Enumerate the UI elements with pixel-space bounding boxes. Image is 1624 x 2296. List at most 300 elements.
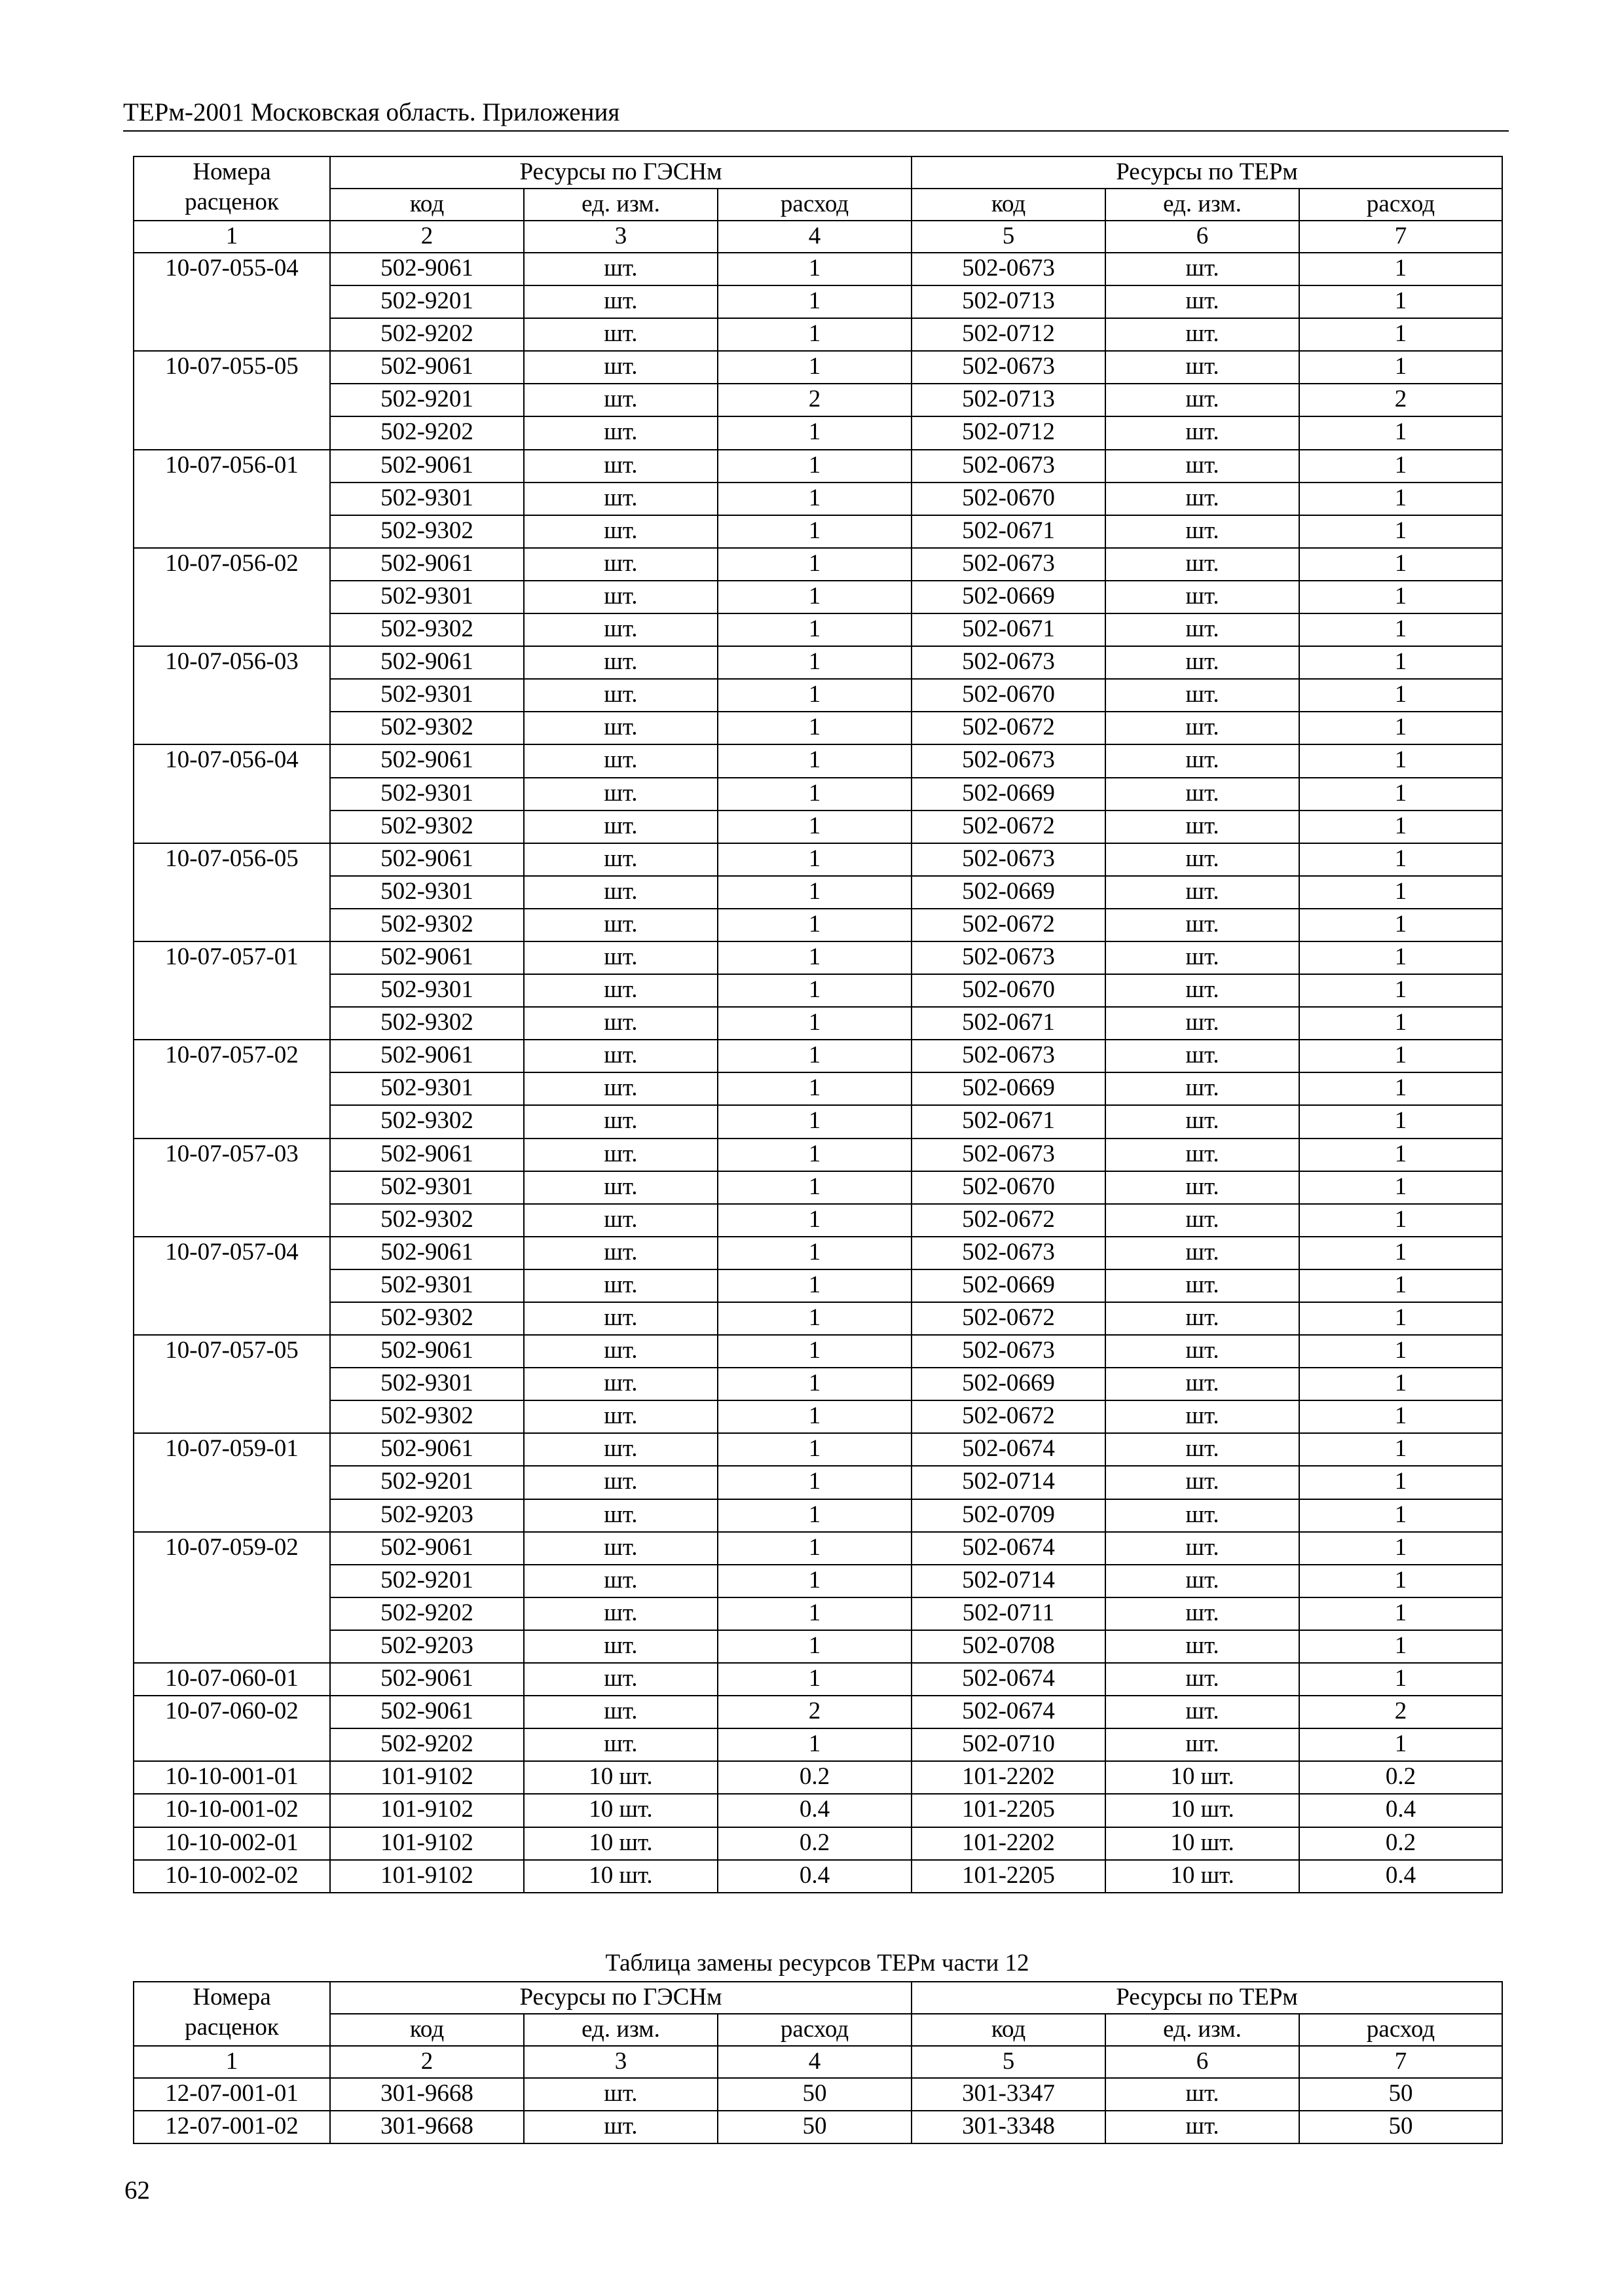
table-row: [134, 1400, 1502, 1433]
rate-number-cell: 10-07-056-05: [134, 843, 330, 941]
header-gesn-unit: ед. изм.: [524, 189, 718, 221]
gesn-unit-cell: шт.: [524, 1400, 718, 1433]
table-row: [134, 1499, 1502, 1532]
gesn-code-cell: 502-9301: [330, 876, 524, 909]
table-row: [134, 1827, 1502, 1860]
table-row: [134, 483, 1502, 515]
gesn-usage-cell: 1: [718, 679, 912, 712]
ter-code-cell: 502-0670: [912, 974, 1105, 1007]
gesn-code-cell: 101-9102: [330, 1827, 524, 1860]
ter-usage-cell: 1: [1299, 1269, 1502, 1302]
ter-usage-cell: 0.4: [1299, 1794, 1502, 1827]
ter-usage-cell: 1: [1299, 1728, 1502, 1761]
gesn-code-cell: 502-9301: [330, 483, 524, 515]
table-row: [134, 1728, 1502, 1761]
gesn-unit-cell: шт.: [524, 253, 718, 285]
rate-number-cell: 12-07-001-02: [134, 2111, 330, 2143]
ter-unit-cell: шт.: [1105, 450, 1299, 483]
ter-unit-cell: шт.: [1105, 811, 1299, 843]
gesn-code-cell: 502-9302: [330, 613, 524, 646]
ter-code-cell: 502-0673: [912, 1139, 1105, 1171]
ter-code-cell: 101-2205: [912, 1860, 1105, 1893]
gesn-unit-cell: шт.: [524, 450, 718, 483]
gesn-usage-cell: 1: [718, 515, 912, 548]
rate-number-cell: 10-07-060-02: [134, 1696, 330, 1761]
gesn-code-cell: 101-9102: [330, 1860, 524, 1893]
gesn-unit-cell: шт.: [524, 1630, 718, 1663]
header-group-gesn: Ресурсы по ГЭСНм: [330, 1982, 912, 2014]
gesn-unit-cell: шт.: [524, 384, 718, 416]
table-row: [134, 941, 1502, 974]
ter-code-cell: 502-0673: [912, 351, 1105, 384]
table-row: [134, 548, 1502, 581]
gesn-unit-cell: шт.: [524, 1368, 718, 1400]
ter-code-cell: 502-0672: [912, 1302, 1105, 1335]
ter-code-cell: 101-2202: [912, 1761, 1105, 1794]
ter-unit-cell: шт.: [1105, 1302, 1299, 1335]
table-row: [134, 679, 1502, 712]
gesn-code-cell: 502-9301: [330, 1269, 524, 1302]
ter-unit-cell: шт.: [1105, 1335, 1299, 1368]
ter-unit-cell: шт.: [1105, 1728, 1299, 1761]
header-ter-usage: расход: [1299, 2014, 1502, 2046]
gesn-usage-cell: 1: [718, 1565, 912, 1597]
ter-code-cell: 101-2202: [912, 1827, 1105, 1860]
ter-unit-cell: шт.: [1105, 1204, 1299, 1237]
ter-unit-cell: шт.: [1105, 1630, 1299, 1663]
ter-usage-cell: 1: [1299, 1565, 1502, 1597]
table-row: [134, 285, 1502, 318]
table-row: [134, 1171, 1502, 1204]
gesn-code-cell: 502-9061: [330, 744, 524, 777]
main-table-body: [134, 253, 1502, 1893]
ter-unit-cell: шт.: [1105, 679, 1299, 712]
ter-code-cell: 502-0708: [912, 1630, 1105, 1663]
ter-unit-cell: шт.: [1105, 581, 1299, 613]
ter-unit-cell: шт.: [1105, 483, 1299, 515]
gesn-code-cell: 502-9302: [330, 712, 524, 744]
header-ter-code: код: [912, 189, 1105, 221]
table-row: [134, 1663, 1502, 1696]
gesn-code-cell: 502-9061: [330, 941, 524, 974]
ter-code-cell: 502-0672: [912, 712, 1105, 744]
table-row: [134, 1368, 1502, 1400]
gesn-usage-cell: 1: [718, 778, 912, 811]
gesn-code-cell: 301-9668: [330, 2111, 524, 2143]
ter-usage-cell: 1: [1299, 253, 1502, 285]
gesn-unit-cell: шт.: [524, 1597, 718, 1630]
gesn-usage-cell: 1: [718, 351, 912, 384]
gesn-usage-cell: 2: [718, 384, 912, 416]
ter-unit-cell: шт.: [1105, 1368, 1299, 1400]
ter-usage-cell: 1: [1299, 974, 1502, 1007]
ter-unit-cell: шт.: [1105, 1433, 1299, 1466]
rate-number-cell: 12-07-001-01: [134, 2078, 330, 2111]
gesn-code-cell: 502-9302: [330, 1204, 524, 1237]
ter-usage-cell: 1: [1299, 1630, 1502, 1663]
gesn-unit-cell: шт.: [524, 941, 718, 974]
ter-unit-cell: 10 шт.: [1105, 1860, 1299, 1893]
gesn-unit-cell: шт.: [524, 909, 718, 941]
column-index: 5: [912, 2046, 1105, 2078]
ter-usage-cell: 1: [1299, 483, 1502, 515]
header-number-cell: [134, 156, 330, 221]
gesn-code-cell: 502-9061: [330, 1696, 524, 1728]
ter-usage-cell: 1: [1299, 811, 1502, 843]
ter-code-cell: 502-0669: [912, 778, 1105, 811]
ter-unit-cell: 10 шт.: [1105, 1827, 1299, 1860]
gesn-usage-cell: 1: [718, 876, 912, 909]
ter-unit-cell: шт.: [1105, 1597, 1299, 1630]
ter-unit-cell: шт.: [1105, 909, 1299, 941]
ter-unit-cell: шт.: [1105, 1400, 1299, 1433]
ter-usage-cell: 1: [1299, 351, 1502, 384]
gesn-unit-cell: шт.: [524, 1433, 718, 1466]
ter-unit-cell: шт.: [1105, 2111, 1299, 2143]
gesn-code-cell: 502-9201: [330, 384, 524, 416]
gesn-usage-cell: 2: [718, 1696, 912, 1728]
ter-code-cell: 502-0670: [912, 1171, 1105, 1204]
gesn-usage-cell: 0.2: [718, 1761, 912, 1794]
column-index: 4: [718, 2046, 912, 2078]
gesn-usage-cell: 1: [718, 1237, 912, 1269]
rate-number-cell: 10-10-001-01: [134, 1761, 330, 1794]
header-ter-unit: ед. изм.: [1105, 2014, 1299, 2046]
ter-code-cell: 502-0714: [912, 1466, 1105, 1499]
gesn-code-cell: 502-9061: [330, 548, 524, 581]
ter-code-cell: 502-0669: [912, 1269, 1105, 1302]
gesn-unit-cell: шт.: [524, 712, 718, 744]
ter-code-cell: 502-0671: [912, 1105, 1105, 1138]
ter-code-cell: 502-0670: [912, 483, 1105, 515]
gesn-unit-cell: шт.: [524, 351, 718, 384]
gesn-usage-cell: 1: [718, 1368, 912, 1400]
gesn-code-cell: 502-9302: [330, 515, 524, 548]
ter-code-cell: 502-0712: [912, 416, 1105, 449]
header-number-line1: Номера: [193, 1984, 271, 2011]
rate-number-cell: 10-07-055-05: [134, 351, 330, 449]
gesn-code-cell: 502-9301: [330, 974, 524, 1007]
gesn-code-cell: 502-9061: [330, 1040, 524, 1072]
table-row: [134, 1007, 1502, 1040]
gesn-unit-cell: шт.: [524, 1072, 718, 1105]
gesn-usage-cell: 50: [718, 2078, 912, 2111]
table-row: [134, 1794, 1502, 1827]
table-row: [134, 1139, 1502, 1171]
table-row: [134, 450, 1502, 483]
table-row: [134, 581, 1502, 613]
table-row: [134, 646, 1502, 679]
table-row: [134, 744, 1502, 777]
ter-usage-cell: 1: [1299, 416, 1502, 449]
ter-usage-cell: 1: [1299, 1400, 1502, 1433]
ter-usage-cell: 1: [1299, 1433, 1502, 1466]
ter-unit-cell: шт.: [1105, 1139, 1299, 1171]
gesn-unit-cell: шт.: [524, 1171, 718, 1204]
ter-usage-cell: 1: [1299, 1663, 1502, 1696]
ter-usage-cell: 50: [1299, 2111, 1502, 2143]
gesn-usage-cell: 1: [718, 712, 912, 744]
ter-unit-cell: шт.: [1105, 613, 1299, 646]
gesn-code-cell: 502-9302: [330, 1007, 524, 1040]
gesn-usage-cell: 1: [718, 909, 912, 941]
gesn-unit-cell: шт.: [524, 679, 718, 712]
table-row: [134, 876, 1502, 909]
ter-code-cell: 502-0713: [912, 384, 1105, 416]
gesn-code-cell: 502-9061: [330, 253, 524, 285]
ter-usage-cell: 1: [1299, 1597, 1502, 1630]
gesn-usage-cell: 1: [718, 1040, 912, 1072]
ter-code-cell: 301-3347: [912, 2078, 1105, 2111]
gesn-code-cell: 502-9201: [330, 1466, 524, 1499]
ter-code-cell: 502-0673: [912, 253, 1105, 285]
ter-code-cell: 502-0712: [912, 318, 1105, 351]
header-ter-usage: расход: [1299, 189, 1502, 221]
table-row: [134, 318, 1502, 351]
gesn-usage-cell: 1: [718, 1728, 912, 1761]
gesn-unit-cell: шт.: [524, 2111, 718, 2143]
ter-usage-cell: 1: [1299, 450, 1502, 483]
part12-replacement-table: [133, 1981, 1503, 2144]
ter-code-cell: 502-0710: [912, 1728, 1105, 1761]
ter-code-cell: 502-0711: [912, 1597, 1105, 1630]
table-row: [134, 384, 1502, 416]
table-row: [134, 1761, 1502, 1794]
rate-number-cell: 10-07-057-05: [134, 1335, 330, 1433]
gesn-usage-cell: 1: [718, 1466, 912, 1499]
gesn-unit-cell: шт.: [524, 1728, 718, 1761]
ter-usage-cell: 1: [1299, 1105, 1502, 1138]
ter-code-cell: 502-0709: [912, 1499, 1105, 1532]
table-row: [134, 1597, 1502, 1630]
gesn-unit-cell: шт.: [524, 1302, 718, 1335]
ter-usage-cell: 50: [1299, 2078, 1502, 2111]
table-row: [134, 843, 1502, 876]
ter-code-cell: 502-0672: [912, 909, 1105, 941]
ter-usage-cell: 1: [1299, 876, 1502, 909]
ter-unit-cell: шт.: [1105, 285, 1299, 318]
ter-usage-cell: 1: [1299, 1302, 1502, 1335]
gesn-unit-cell: шт.: [524, 2078, 718, 2111]
gesn-unit-cell: шт.: [524, 1696, 718, 1728]
rate-number-cell: 10-07-060-01: [134, 1663, 330, 1696]
ter-unit-cell: шт.: [1105, 351, 1299, 384]
gesn-code-cell: 502-9302: [330, 1105, 524, 1138]
table-row: [134, 1433, 1502, 1466]
ter-unit-cell: шт.: [1105, 1171, 1299, 1204]
ter-usage-cell: 1: [1299, 1040, 1502, 1072]
table-row: [134, 2111, 1502, 2143]
header-group-ter: Ресурсы по ТЕРм: [912, 156, 1502, 189]
ter-code-cell: 502-0671: [912, 613, 1105, 646]
column-index: 1: [134, 2046, 330, 2078]
ter-unit-cell: шт.: [1105, 1007, 1299, 1040]
ter-unit-cell: шт.: [1105, 1105, 1299, 1138]
gesn-code-cell: 502-9202: [330, 416, 524, 449]
gesn-unit-cell: шт.: [524, 1105, 718, 1138]
gesn-unit-cell: шт.: [524, 811, 718, 843]
ter-usage-cell: 1: [1299, 1171, 1502, 1204]
ter-unit-cell: шт.: [1105, 384, 1299, 416]
ter-unit-cell: шт.: [1105, 876, 1299, 909]
table-row: [134, 253, 1502, 285]
gesn-unit-cell: шт.: [524, 1663, 718, 1696]
gesn-usage-cell: 0.4: [718, 1860, 912, 1893]
column-index: 4: [718, 221, 912, 253]
table-row: [134, 1466, 1502, 1499]
ter-code-cell: 502-0672: [912, 1400, 1105, 1433]
rate-number-cell: 10-07-059-02: [134, 1532, 330, 1663]
header-gesn-unit: ед. изм.: [524, 2014, 718, 2046]
rate-number-cell: 10-07-057-04: [134, 1237, 330, 1335]
gesn-usage-cell: 1: [718, 744, 912, 777]
gesn-usage-cell: 1: [718, 253, 912, 285]
ter-unit-cell: шт.: [1105, 1040, 1299, 1072]
rate-number-cell: 10-07-055-04: [134, 253, 330, 351]
gesn-unit-cell: шт.: [524, 778, 718, 811]
header-gesn-usage: расход: [718, 189, 912, 221]
header-number-line1: Номера: [193, 158, 271, 185]
table-row: [134, 1269, 1502, 1302]
header-number-cell: [134, 1982, 330, 2046]
column-index: 7: [1299, 2046, 1502, 2078]
gesn-code-cell: 502-9203: [330, 1499, 524, 1532]
ter-usage-cell: 1: [1299, 548, 1502, 581]
ter-unit-cell: шт.: [1105, 1237, 1299, 1269]
ter-unit-cell: шт.: [1105, 1565, 1299, 1597]
column-index: 6: [1105, 2046, 1299, 2078]
gesn-usage-cell: 1: [718, 1597, 912, 1630]
ter-usage-cell: 1: [1299, 679, 1502, 712]
gesn-usage-cell: 50: [718, 2111, 912, 2143]
ter-usage-cell: 1: [1299, 1139, 1502, 1171]
ter-code-cell: 502-0673: [912, 646, 1105, 679]
ter-code-cell: 101-2205: [912, 1794, 1105, 1827]
gesn-code-cell: 502-9061: [330, 646, 524, 679]
ter-usage-cell: 0.2: [1299, 1827, 1502, 1860]
ter-unit-cell: 10 шт.: [1105, 1761, 1299, 1794]
ter-unit-cell: шт.: [1105, 2078, 1299, 2111]
ter-code-cell: 502-0671: [912, 1007, 1105, 1040]
ter-unit-cell: шт.: [1105, 1499, 1299, 1532]
table-row: [134, 613, 1502, 646]
ter-code-cell: 502-0673: [912, 1335, 1105, 1368]
gesn-unit-cell: 10 шт.: [524, 1827, 718, 1860]
page-number: 62: [124, 2176, 150, 2204]
gesn-code-cell: 502-9301: [330, 1171, 524, 1204]
ter-usage-cell: 0.2: [1299, 1761, 1502, 1794]
gesn-unit-cell: шт.: [524, 974, 718, 1007]
gesn-code-cell: 301-9668: [330, 2078, 524, 2111]
gesn-code-cell: 502-9301: [330, 581, 524, 613]
column-index: 1: [134, 221, 330, 253]
ter-usage-cell: 1: [1299, 646, 1502, 679]
gesn-unit-cell: шт.: [524, 483, 718, 515]
ter-usage-cell: 2: [1299, 1696, 1502, 1728]
gesn-code-cell: 502-9202: [330, 318, 524, 351]
ter-unit-cell: шт.: [1105, 318, 1299, 351]
table-row: [134, 974, 1502, 1007]
table-row: [134, 1105, 1502, 1138]
gesn-code-cell: 502-9302: [330, 1400, 524, 1433]
ter-usage-cell: 1: [1299, 1072, 1502, 1105]
gesn-code-cell: 502-9061: [330, 1237, 524, 1269]
gesn-unit-cell: шт.: [524, 1139, 718, 1171]
ter-code-cell: 502-0673: [912, 941, 1105, 974]
gesn-code-cell: 502-9061: [330, 1139, 524, 1171]
ter-usage-cell: 1: [1299, 712, 1502, 744]
ter-code-cell: 502-0671: [912, 515, 1105, 548]
gesn-code-cell: 502-9203: [330, 1630, 524, 1663]
rate-number-cell: 10-07-056-03: [134, 646, 330, 744]
gesn-code-cell: 502-9061: [330, 843, 524, 876]
gesn-usage-cell: 1: [718, 318, 912, 351]
table-row: [134, 909, 1502, 941]
ter-code-cell: 502-0670: [912, 679, 1105, 712]
gesn-usage-cell: 1: [718, 811, 912, 843]
ter-usage-cell: 1: [1299, 1204, 1502, 1237]
gesn-unit-cell: 10 шт.: [524, 1794, 718, 1827]
header-ter-code: код: [912, 2014, 1105, 2046]
gesn-code-cell: 502-9302: [330, 1302, 524, 1335]
ter-usage-cell: 1: [1299, 1007, 1502, 1040]
ter-usage-cell: 1: [1299, 1466, 1502, 1499]
rate-number-cell: 10-10-002-01: [134, 1827, 330, 1860]
ter-code-cell: 502-0674: [912, 1433, 1105, 1466]
ter-code-cell: 502-0669: [912, 1368, 1105, 1400]
table-row: [134, 1040, 1502, 1072]
header-number-line2: расценок: [185, 189, 279, 215]
column-index: 5: [912, 221, 1105, 253]
ter-usage-cell: 0.4: [1299, 1860, 1502, 1893]
column-index: 3: [524, 221, 718, 253]
gesn-usage-cell: 1: [718, 1433, 912, 1466]
gesn-code-cell: 502-9301: [330, 778, 524, 811]
gesn-usage-cell: 1: [718, 483, 912, 515]
gesn-usage-cell: 1: [718, 581, 912, 613]
gesn-usage-cell: 1: [718, 1269, 912, 1302]
rate-number-cell: 10-07-057-01: [134, 941, 330, 1040]
gesn-usage-cell: 1: [718, 1302, 912, 1335]
ter-code-cell: 502-0673: [912, 548, 1105, 581]
gesn-usage-cell: 1: [718, 1007, 912, 1040]
table-row: [134, 1072, 1502, 1105]
column-index: 7: [1299, 221, 1502, 253]
ter-unit-cell: шт.: [1105, 1532, 1299, 1565]
gesn-unit-cell: 10 шт.: [524, 1860, 718, 1893]
rate-number-cell: 10-07-056-04: [134, 744, 330, 843]
ter-code-cell: 502-0673: [912, 1237, 1105, 1269]
gesn-usage-cell: 1: [718, 1105, 912, 1138]
header-gesn-usage: расход: [718, 2014, 912, 2046]
table-row: [134, 2078, 1502, 2111]
column-index: 3: [524, 2046, 718, 2078]
header-group-ter: Ресурсы по ТЕРм: [912, 1982, 1502, 2014]
ter-code-cell: 502-0673: [912, 450, 1105, 483]
column-index: 6: [1105, 221, 1299, 253]
gesn-code-cell: 502-9201: [330, 285, 524, 318]
page-header: ТЕРм-2001 Московская область. Приложения: [123, 98, 620, 126]
ter-unit-cell: шт.: [1105, 1072, 1299, 1105]
header-ter-unit: ед. изм.: [1105, 189, 1299, 221]
ter-usage-cell: 1: [1299, 1237, 1502, 1269]
ter-code-cell: 502-0673: [912, 843, 1105, 876]
ter-usage-cell: 1: [1299, 613, 1502, 646]
gesn-unit-cell: шт.: [524, 548, 718, 581]
ter-unit-cell: шт.: [1105, 1663, 1299, 1696]
gesn-code-cell: 502-9302: [330, 811, 524, 843]
gesn-usage-cell: 1: [718, 1532, 912, 1565]
